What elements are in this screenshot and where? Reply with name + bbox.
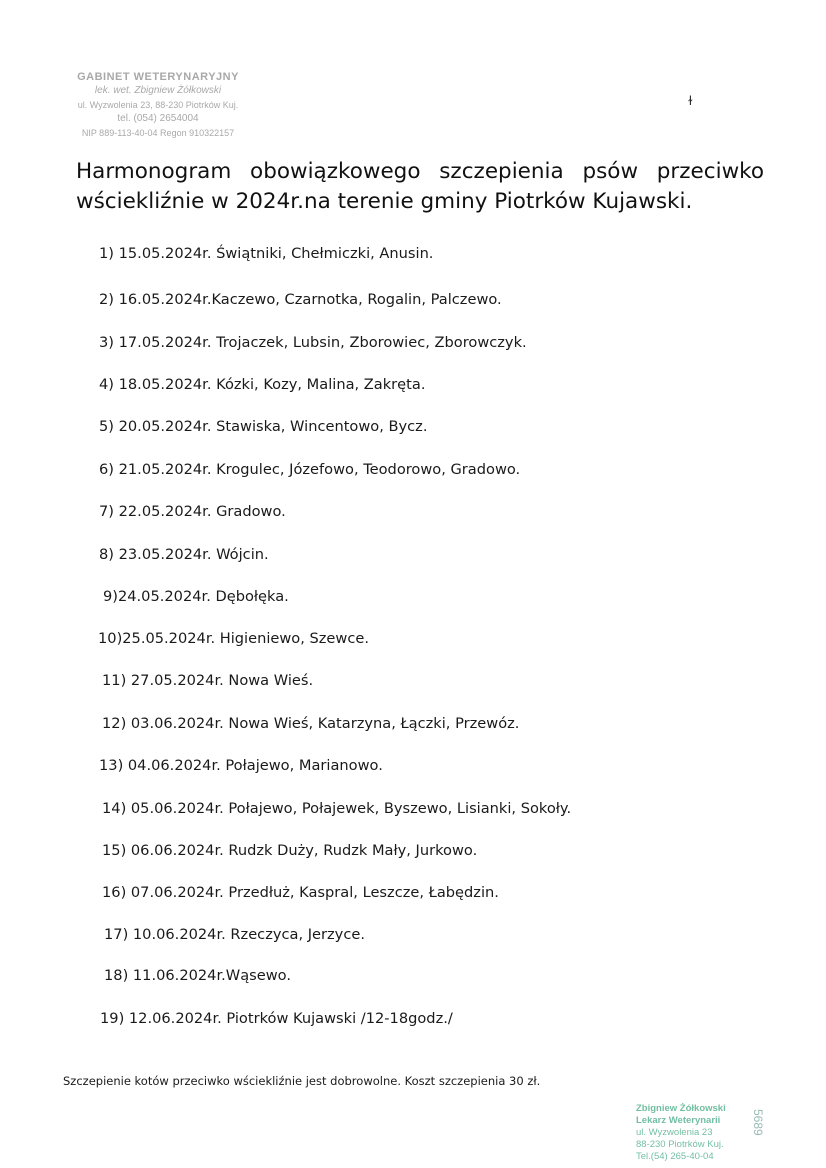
schedule-item: 15) 06.06.2024r. Rudzk Duży, Rudzk Mały, Jurkowo. <box>102 842 478 859</box>
title-line-2: wściekliźnie w 2024r.na terenie gminy Piotrków Kujawski. <box>76 189 693 214</box>
title-word: szczepienia <box>439 159 564 184</box>
schedule-item: 18) 11.06.2024r.Wąsewo. <box>104 967 291 984</box>
schedule-item: 7) 22.05.2024r. Gradowo. <box>99 503 286 520</box>
stamp-line: GABINET WETERYNARYJNY <box>77 71 239 83</box>
clinic-stamp <box>58 70 258 140</box>
stamp-line: ul. Wyzwolenia 23, 88-230 Piotrków Kuj. <box>77 100 239 110</box>
vet-stamp <box>636 1103 796 1163</box>
stamp-side-number: 5689 <box>751 1109 765 1136</box>
stamp-line: NIP 889-113-40-04 Regon 910322157 <box>81 128 235 138</box>
stamp-line: Lekarz Weterynarii <box>636 1115 721 1126</box>
stamp-line: tel. (054) 2654004 <box>117 113 199 124</box>
title-word: obowiązkowego <box>250 159 421 184</box>
schedule-item: 12) 03.06.2024r. Nowa Wieś, Katarzyna, Łączki, Przewóz. <box>102 715 520 732</box>
schedule-item: 11) 27.05.2024r. Nowa Wieś. <box>102 672 314 689</box>
stamp-line: Zbigniew Żółkowski <box>636 1103 726 1114</box>
schedule-item: 2) 16.05.2024r.Kaczewo, Czarnotka, Rogalin, Palczewo. <box>99 291 502 308</box>
schedule-item: 4) 18.05.2024r. Kózki, Kozy, Malina, Zakręta. <box>99 376 426 393</box>
stamp-line: lek. wet. Zbigniew Żółkowski <box>94 85 222 96</box>
title-line-1 <box>76 157 764 187</box>
stamp-line: 88-230 Piotrków Kuj. <box>636 1139 724 1150</box>
title-word: przeciwko <box>656 159 764 184</box>
schedule-item: 13) 04.06.2024r. Połajewo, Marianowo. <box>99 757 383 774</box>
stamp-line: ul. Wyzwolenia 23 <box>636 1127 713 1138</box>
schedule-item: 5) 20.05.2024r. Stawiska, Wincentowo, Bycz. <box>99 418 428 435</box>
schedule-item: 1) 15.05.2024r. Świątniki, Chełmiczki, Anusin. <box>99 245 434 262</box>
schedule-item: 8) 23.05.2024r. Wójcin. <box>99 546 269 563</box>
scan-mark: ɫ <box>688 94 693 108</box>
schedule-item: 3) 17.05.2024r. Trojaczek, Lubsin, Zborowiec, Zborowczyk. <box>99 334 527 351</box>
title-word: psów <box>582 159 639 184</box>
schedule-item: 6) 21.05.2024r. Krogulec, Józefowo, Teodorowo, Gradowo. <box>99 461 521 478</box>
title-word: Harmonogram <box>76 159 232 184</box>
stamp-line: Tel.(54) 265-40-04 <box>636 1151 714 1162</box>
schedule-item: 9)24.05.2024r. Dębołęka. <box>103 588 289 605</box>
footnote: Szczepienie kotów przeciwko wściekliźnie jest dobrowolne. Koszt szczepienia 30 zł. <box>63 1074 541 1088</box>
schedule-item: 17) 10.06.2024r. Rzeczyca, Jerzyce. <box>104 926 365 943</box>
schedule-item: 19) 12.06.2024r. Piotrków Kujawski /12-18godz./ <box>100 1010 453 1027</box>
schedule-item: 16) 07.06.2024r. Przedłuż, Kaspral, Leszcze, Łabędzin. <box>102 884 499 901</box>
document-title <box>76 157 764 217</box>
schedule-item: 10)25.05.2024r. Higieniewo, Szewce. <box>98 630 369 647</box>
schedule-item: 14) 05.06.2024r. Połajewo, Połajewek, Byszewo, Lisianki, Sokoły. <box>102 800 572 817</box>
